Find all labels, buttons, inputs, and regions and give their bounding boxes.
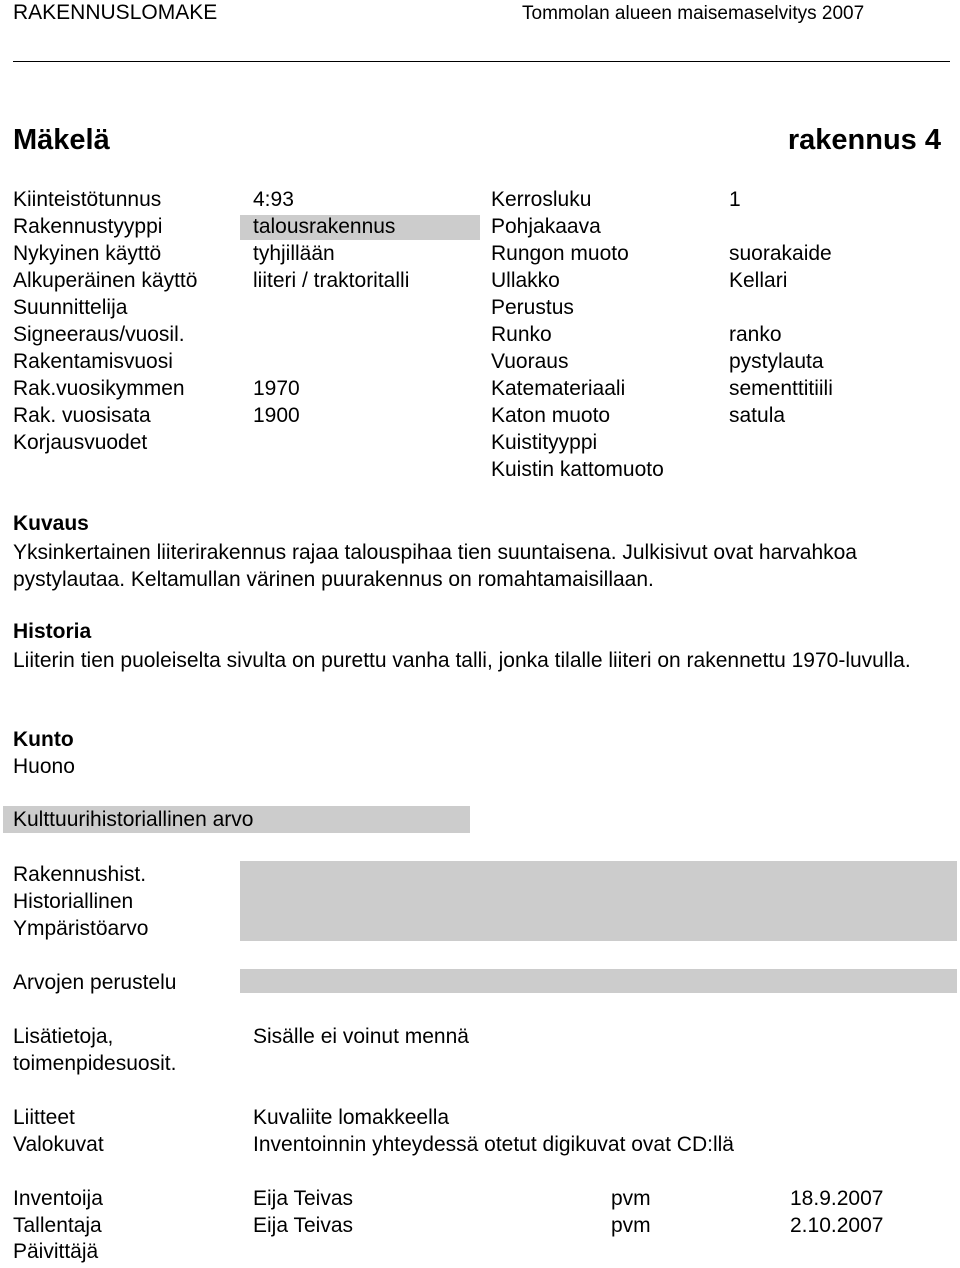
kunto-heading: Kunto bbox=[13, 728, 74, 751]
field-value: 1 bbox=[729, 188, 741, 211]
field-value: tyhjillään bbox=[253, 242, 335, 265]
field-label: Rakennustyyppi bbox=[13, 215, 163, 238]
field-label: Kuistityyppi bbox=[491, 431, 598, 454]
field-label: Kiinteistötunnus bbox=[13, 188, 162, 211]
inventoija-pvm-label: pvm bbox=[611, 1187, 651, 1210]
tallentaja-pvm-label: pvm bbox=[611, 1214, 651, 1237]
perustelu-value-box bbox=[240, 969, 957, 993]
valokuvat-label: Valokuvat bbox=[13, 1133, 104, 1156]
header-divider bbox=[13, 61, 950, 62]
field-value: liiteri / traktoritalli bbox=[253, 269, 410, 292]
field-label: Korjausvuodet bbox=[13, 431, 148, 454]
paivittaja-label: Päivittäjä bbox=[13, 1240, 99, 1263]
field-label: Pohjakaava bbox=[491, 215, 601, 238]
arvo-value-box bbox=[240, 861, 957, 941]
perustelu-label: Arvojen perustelu bbox=[13, 971, 177, 994]
lisatietoja-label-1: Lisätietoja, bbox=[13, 1025, 114, 1048]
liitteet-label: Liitteet bbox=[13, 1106, 75, 1129]
field-label: Ullakko bbox=[491, 269, 560, 292]
historia-text: Liiterin tien puoleiselta sivulta on purettu vanha talli, jonka tilalle liiteri on rakennettu 1970-luvulla. bbox=[13, 649, 911, 672]
field-label: Katon muoto bbox=[491, 404, 611, 427]
valokuvat-value: Inventoinnin yhteydessä otetut digikuvat ovat CD:llä bbox=[253, 1133, 734, 1156]
inventoija-label: Inventoija bbox=[13, 1187, 103, 1210]
tallentaja-date: 2.10.2007 bbox=[790, 1214, 884, 1237]
field-label: Vuoraus bbox=[491, 350, 569, 373]
property-name: Mäkelä bbox=[13, 124, 110, 156]
field-label: Rak. vuosisata bbox=[13, 404, 151, 427]
field-value: satula bbox=[729, 404, 786, 427]
tallentaja-name: Eija Teivas bbox=[253, 1214, 353, 1237]
field-value: suorakaide bbox=[729, 242, 832, 265]
historia-heading: Historia bbox=[13, 620, 92, 643]
field-value: Kellari bbox=[729, 269, 788, 292]
survey-title: Tommolan alueen maisemaselvitys 2007 bbox=[522, 3, 865, 24]
kuvaus-text: Yksinkertainen liiterirakennus rajaa talouspihaa tien suuntaisena. Julkisivut ovat harvahkoa pystylautaa. Keltamullan värinen puurakennus on romahtamaisillaan. bbox=[13, 541, 857, 591]
kunto-value: Huono bbox=[13, 755, 75, 778]
field-value: 1900 bbox=[253, 404, 300, 427]
field-value: ranko bbox=[729, 323, 782, 346]
lisatietoja-value: Sisälle ei voinut mennä bbox=[253, 1025, 469, 1048]
field-label: Suunnittelija bbox=[13, 296, 128, 319]
field-label: Perustus bbox=[491, 296, 574, 319]
kuvaus-heading: Kuvaus bbox=[13, 512, 89, 535]
field-label: Rungon muoto bbox=[491, 242, 629, 265]
liitteet-value: Kuvaliite lomakkeella bbox=[253, 1106, 450, 1129]
lisatietoja-label-2: toimenpidesuosit. bbox=[13, 1052, 177, 1075]
tallentaja-label: Tallentaja bbox=[13, 1214, 102, 1237]
field-value: sementtitiili bbox=[729, 377, 833, 400]
arvo-heading: Kulttuurihistoriallinen arvo bbox=[13, 808, 254, 831]
arvo-label-historiallinen: Historiallinen bbox=[13, 890, 134, 913]
field-label: Signeeraus/vuosil. bbox=[13, 323, 185, 346]
field-label: Runko bbox=[491, 323, 552, 346]
field-value: 1970 bbox=[253, 377, 300, 400]
form-type-label: RAKENNUSLOMAKE bbox=[13, 1, 218, 24]
field-value: 4:93 bbox=[253, 188, 294, 211]
building-number: rakennus 4 bbox=[787, 124, 941, 156]
inventoija-name: Eija Teivas bbox=[253, 1187, 353, 1210]
field-value: talousrakennus bbox=[253, 215, 396, 238]
arvo-label-ymparistoarvo: Ympäristöarvo bbox=[13, 917, 149, 940]
inventoija-date: 18.9.2007 bbox=[790, 1187, 884, 1210]
arvo-label-rakennushist: Rakennushist. bbox=[13, 863, 147, 886]
field-label: Rak.vuosikymmen bbox=[13, 377, 185, 400]
field-label: Rakentamisvuosi bbox=[13, 350, 173, 373]
field-label: Alkuperäinen käyttö bbox=[13, 269, 198, 292]
field-label: Kerrosluku bbox=[491, 188, 592, 211]
field-value: pystylauta bbox=[729, 350, 824, 373]
field-label: Kuistin kattomuoto bbox=[491, 458, 664, 481]
field-label: Katemateriaali bbox=[491, 377, 626, 400]
field-label: Nykyinen käyttö bbox=[13, 242, 162, 265]
